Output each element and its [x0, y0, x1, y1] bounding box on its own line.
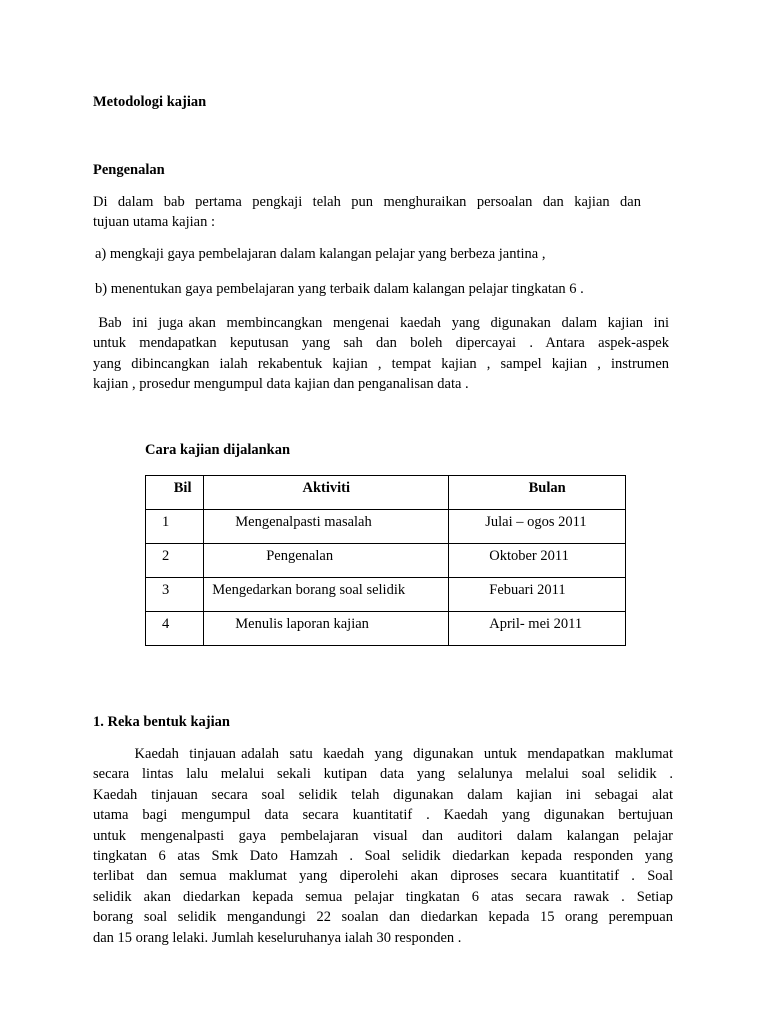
table-cell: Febuari 2011	[449, 578, 626, 612]
paragraph-line: tujuan utama kajian :	[93, 214, 216, 231]
table-row	[146, 612, 626, 646]
table-cell: Mengedarkan borang soal selidik	[204, 578, 449, 612]
section-title-reka-bentuk: 1. Reka bentuk kajian	[93, 714, 230, 730]
table-cell: 3	[146, 578, 204, 612]
table-row	[146, 578, 626, 612]
table-header-cell: Bulan	[449, 476, 626, 510]
table-header-cell: Aktiviti	[204, 476, 449, 510]
schedule-table	[145, 475, 626, 646]
paragraph-line: utama bagi mengumpul data secara kuantitatif . Kaedah yang digunakan bertujuan	[93, 807, 673, 824]
paragraph-line: tingkatan 6 atas Smk Dato Hamzah . Soal selidik diedarkan kepada responden yang	[93, 847, 673, 864]
table-row	[146, 510, 626, 544]
table-header-row	[146, 476, 626, 510]
paragraph-line: Kaedah tinjauan adalah satu kaedah yang digunakan untuk mendapatkan maklumat	[93, 746, 673, 762]
table-caption: Cara kajian dijalankan	[145, 442, 291, 458]
table-cell: Menulis laporan kajian	[204, 612, 449, 646]
table-cell: 1	[146, 510, 204, 544]
paragraph-line: borang soal selidik mengandungi 22 soalan dan diedarkan kepada 15 orang perempuan	[93, 909, 673, 926]
table-cell: Julai – ogos 2011	[449, 510, 626, 544]
paragraph-line: terlibat dan semua maklumat yang diperolehi akan diproses secara kuantitatif . Soal	[93, 868, 673, 885]
objective-item-b: b) menentukan gaya pembelajaran yang terbaik dalam kalangan pelajar tingkatan 6 .	[95, 281, 584, 297]
document-heading: Metodologi kajian	[93, 94, 207, 110]
paragraph-line: kajian , prosedur mengumpul data kajian dan penganalisan data .	[93, 376, 469, 393]
objective-item-a: a) mengkaji gaya pembelajaran dalam kalangan pelajar yang berbeza jantina ,	[95, 246, 546, 262]
paragraph-line: Di dalam bab pertama pengkaji telah pun menghuraikan persoalan dan kajian dan	[93, 194, 641, 210]
table-cell: Oktober 2011	[449, 544, 626, 578]
paragraph-line: secara lintas lalu melalui sekali kutipan data yang selalunya melalui soal selidik .	[93, 766, 673, 783]
table-cell: April- mei 2011	[449, 612, 626, 646]
paragraph-line: untuk mendapatkan keputusan yang sah dan boleh dipercayai . Antara aspek-aspek	[93, 335, 669, 352]
paragraph-line: dan 15 orang lelaki. Jumlah keseluruhanya ialah 30 responden .	[93, 929, 462, 946]
table-header-cell: Bil	[146, 476, 204, 510]
table-row	[146, 544, 626, 578]
table-cell: Mengenalpasti masalah	[204, 510, 449, 544]
design-paragraph	[93, 744, 673, 948]
paragraph-line: untuk mengenalpasti gaya pembelajaran visual dan auditori dalam kalangan pelajar	[93, 827, 673, 844]
paragraph-line: Kaedah tinjauan secara soal selidik telah digunakan dalam kajian ini sebagai alat	[93, 786, 673, 803]
paragraph-line: Bab ini juga akan membincangkan mengenai kaedah yang digunakan dalam kajian ini	[93, 315, 669, 331]
section-title-pengenalan: Pengenalan	[93, 162, 165, 178]
table-cell: 2	[146, 544, 204, 578]
intro-paragraph	[93, 192, 641, 233]
methods-paragraph	[93, 313, 669, 395]
table-cell: Pengenalan	[204, 544, 449, 578]
table-cell: 4	[146, 612, 204, 646]
paragraph-line: selidik akan diedarkan kepada semua pelajar tingkatan 6 atas secara rawak . Setiap	[93, 888, 673, 905]
paragraph-line: yang dibincangkan ialah rekabentuk kajian , tempat kajian , sampel kajian , instrumen	[93, 355, 669, 372]
